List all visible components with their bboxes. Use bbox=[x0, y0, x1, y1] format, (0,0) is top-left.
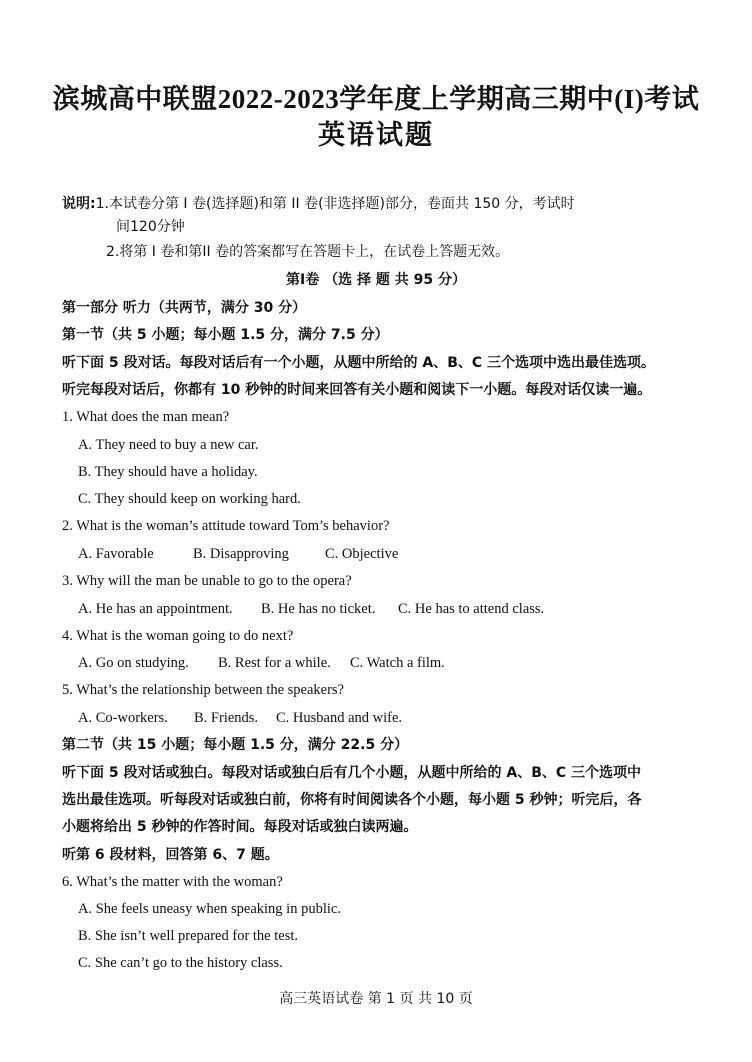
notes-line-1 bbox=[62, 194, 575, 214]
section2-instructions-2: 选出最佳选项。听每段对话或独白前，你将有时间阅读各个小题，每小题 5 秒钟；听完后，各 bbox=[62, 792, 642, 808]
notes-item-1a: 1.本试卷分第 I 卷(选择题)和第 II 卷(非选择题)部分，卷面共 150 分，考试时 bbox=[95, 196, 575, 212]
question-3-option-b: B. He has no ticket. bbox=[261, 601, 376, 617]
question-1-option-a: A. They need to buy a new car. bbox=[78, 437, 259, 453]
notes-item-1b: 间120分钟 bbox=[116, 219, 185, 235]
question-3-stem: 3. Why will the man be unable to go to the opera? bbox=[62, 573, 352, 589]
section2-instructions-1: 听下面 5 段对话或独白。每段对话或独白后有几个小题，从题中所给的 A、B、C 三个选项中 bbox=[62, 765, 642, 781]
question-1-stem: 1. What does the man mean? bbox=[62, 409, 230, 425]
notes-label: 说明: bbox=[62, 196, 96, 212]
question-2-stem: 2. What is the woman’s attitude toward Tom’s behavior? bbox=[62, 518, 390, 534]
volume-heading: 第Ⅰ卷 （选 择 题 共 95 分） bbox=[286, 272, 466, 288]
question-1-option-b: B. They should have a holiday. bbox=[78, 464, 258, 480]
question-6-stem: 6. What’s the matter with the woman? bbox=[62, 874, 283, 890]
question-6-option-c: C. She can’t go to the history class. bbox=[78, 955, 283, 971]
question-6-option-a: A. She feels uneasy when speaking in public. bbox=[78, 901, 341, 917]
question-5-option-c: C. Husband and wife. bbox=[276, 710, 403, 726]
notes-item-2: 2.将第 I 卷和第II 卷的答案都写在答题卡上，在试卷上答题无效。 bbox=[106, 244, 510, 260]
question-4-option-b: B. Rest for a while. bbox=[218, 655, 331, 671]
question-1-option-c: C. They should keep on working hard. bbox=[78, 491, 301, 507]
part1-heading: 第一部分 听力（共两节，满分 30 分） bbox=[62, 300, 307, 316]
question-4-option-a: A. Go on studying. bbox=[78, 655, 189, 671]
material-6-heading: 听第 6 段材料，回答第 6、7 题。 bbox=[62, 847, 279, 863]
question-5-option-a: A. Co-workers. bbox=[78, 710, 168, 726]
question-4-option-c: C. Watch a film. bbox=[350, 655, 445, 671]
section2-heading: 第二节（共 15 小题；每小题 1.5 分，满分 22.5 分） bbox=[62, 737, 409, 753]
exam-subtitle: 英语试题 bbox=[318, 120, 434, 150]
section1-instructions-2: 听完每段对话后，你都有 10 秒钟的时间来回答有关小题和阅读下一小题。每段对话仅读一遍。 bbox=[62, 382, 652, 398]
exam-title: 滨城高中联盟2022-2023学年度上学期高三期中(I)考试 bbox=[52, 84, 700, 114]
question-3-option-c: C. He has to attend class. bbox=[398, 601, 545, 617]
question-3-option-a: A. He has an appointment. bbox=[78, 601, 233, 617]
question-4-stem: 4. What is the woman going to do next? bbox=[62, 628, 294, 644]
question-2-option-a: A. Favorable bbox=[78, 546, 154, 562]
section1-heading: 第一节（共 5 小题；每小题 1.5 分，满分 7.5 分） bbox=[62, 327, 389, 343]
section1-instructions-1: 听下面 5 段对话。每段对话后有一个小题，从题中所给的 A、B、C 三个选项中选出最佳选项。 bbox=[62, 355, 656, 371]
question-2-option-c: C. Objective bbox=[325, 546, 399, 562]
question-6-option-b: B. She isn’t well prepared for the test. bbox=[78, 928, 298, 944]
question-5-stem: 5. What’s the relationship between the speakers? bbox=[62, 682, 344, 698]
question-2-option-b: B. Disapproving bbox=[193, 546, 289, 562]
question-5-option-b: B. Friends. bbox=[194, 710, 259, 726]
section2-instructions-3: 小题将给出 5 秒钟的作答时间。每段对话或独白读两遍。 bbox=[62, 819, 418, 835]
page-footer: 高三英语试卷 第 1 页 共 10 页 bbox=[279, 991, 473, 1007]
